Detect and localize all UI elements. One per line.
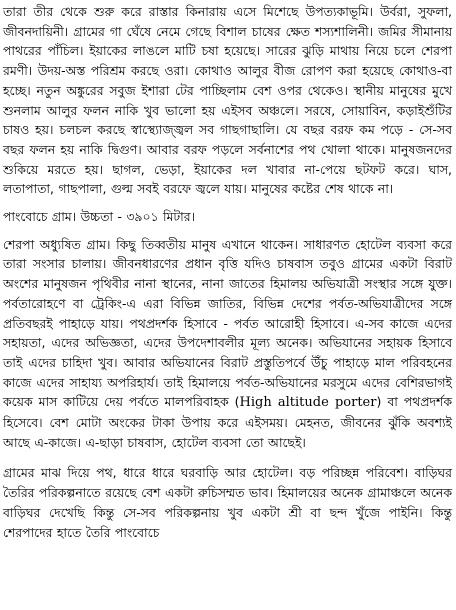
paragraph-village-houses: গ্রামের মাঝ দিয়ে পথ, ধারে ধারে ঘরবাড়ি আর হোটেল। বড় পরিচ্ছন্ন পরিবেশ। বাড়িঘর তৈরির পরিকল্পনাতে রয়েছে বেশ একটা রুচিসম্মত ভাব। হিমালয়ের অনেক গ্রামাঞ্চলে অনেক বাড়িঘর দেখেছি কিন্তু সে-সব পরিকল্পনায় খুব একটা শ্রী বা ছন্দ খুঁজে পাইনি। কিন্তু শেরপাদের হাতে তৈরি পাংবোচে bbox=[3, 465, 452, 540]
paragraph-sherpa-village bbox=[3, 235, 452, 453]
paragraph-sherpa-text-before: শেরপা অধ্যুষিত গ্রাম। কিছু তিব্বতীয় মানুষ এখানে থাকেন। সাধারণত হোটেল ব্যবসা করে তারা সংসার চালায়। জীবনধারণের প্রধান বৃত্তি যদিও চাষবাস তবুও গ্রামের একটা বিরাট অংশের মানুষজন পৃথিবীর নানা স্থানের, নানা জাতের হিমালয় অভিযাত্রী সংস্থার সঙ্গে যুক্ত। পর্বতারোহণে বা ট্রেকিং-এ এরা বিভিন্ন জাতির, বিভিন্ন দেশের পর্বত-অভিযাত্রীদের সঙ্গে প্রতিবছরই পাহাড়ে যায়। পথপ্রদর্শক হিসাবে - পর্বত আরোহী হিসাবে। এ-সব কাজে এদের সহায়তা, এদের অভিজ্ঞতা, এদের উপদেশাবলীর মূল্য অনেক। অভিযানের সহায়ক হিসাবে তাই এদের চাহিদা খুব। আবার অভিযানের বিরাট প্রস্তুতিপর্বে উঁচু পাহাড়ে মাল পরিবহনের কাজে এদের সাহায্য অপরিহার্য। তাই হিমালয়ে পর্বত-অভিযানের মরসুমে এদের বেশিরভাগই কয়েক মাস কাটিয়ে দেয় পর্বতে মালপরিবাহক ( bbox=[3, 236, 452, 410]
high-altitude-porter-term: High altitude porter bbox=[239, 395, 377, 411]
paragraph-valley-farming: তারা তীর থেকে শুরু করে রাস্তার কিনারায় এসে মিশেছে উপত্যকাভূমি। উর্বরা, সুফলা, জীবনদায়িনী। গ্রামের গা ঘেঁষে নেমে গেছে বিশাল চাষের ক্ষেত শস্যশালিনী। জমির সীমানায় পাথরের পাঁচিল। ইয়াকের লাঙলে মাটি চষা হয়েছে। সারের ঝুড়ি মাথায় নিয়ে চলে শেরপা রমণী। উদয়-অস্ত পরিশ্রম করছে ওরা। কোথাও আলুর বীজ রোপণ করা হয়েছে কোথাও-বা হচ্ছে। নতুন অঙ্কুরের সবুজ ইশারা টের পাচ্ছিলাম বেশ ওপর থেকেও। স্থানীয় মানুষের মুখে শুনলাম আলুর ফলন নাকি খুব ভালো হয় এইসব অঞ্চলে। সরষে, সোয়াবিন, কড়াইশুঁটির চাষও হয়। চলচল করছে স্বাস্থ্যোজ্জ্বল সব গাছগাছালি। যে বছর বরফ কম পড়ে - সে-সব বছর ফলন হয় নাকি দ্বিগুণ। আবার বরফ পড়লে সর্বনাশের পথ খোলা থাকে। মানুষজনদের শুকিয়ে মরতে হয়। ছাগল, ভেড়া, ইয়াকের দল খাবার না-পেয়ে ছটফট করে। ঘাস, লতাপাতা, গাছপালা, গুল্ম সবই বরফে জ্বলে যায়। মানুষের কষ্টের শেষ থাকে না। bbox=[3, 4, 452, 197]
paragraph-village-altitude: পাংবোচে গ্রাম। উচ্চতা - ৩৯০১ মিটার। bbox=[3, 209, 196, 225]
paragraph-sherpa-text-after: ) বা পথপ্রদর্শক হিসেবে। বেশ মোটা অংকের টাকা উপায় করে এইসময়। মেহনত, জীবনের ঝুঁকি অবশ্যই আছে এ-কাজে। এ-ছাড়া চাষবাস, হোটেল ব্যবসা তো আছেই। bbox=[3, 394, 452, 450]
